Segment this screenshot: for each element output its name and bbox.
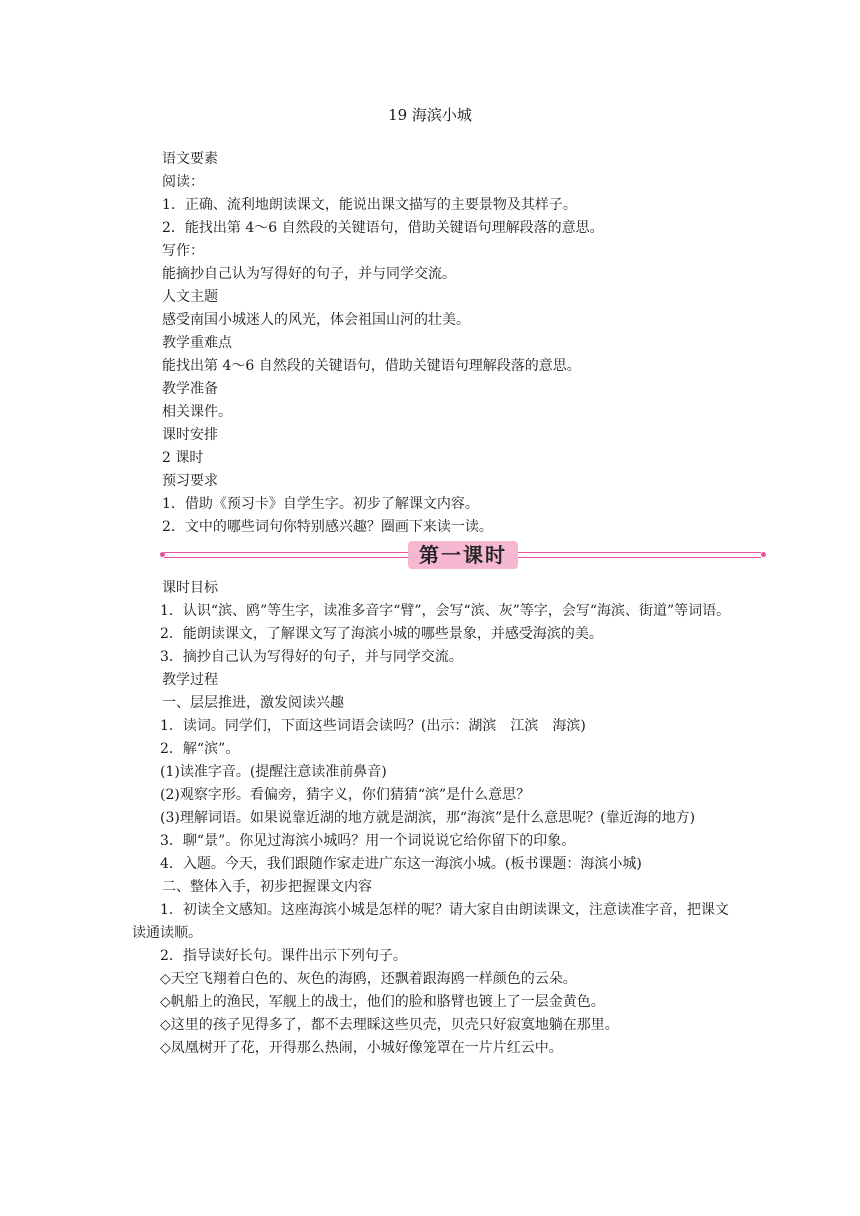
step-item: 2．解“滨”。 bbox=[160, 741, 240, 757]
divider-line bbox=[518, 552, 761, 553]
step-item: 1．初读全文感知。这座海滨小城是怎样的呢？请大家自由朗读课文，注意读准字音，把课文读通读顺。 bbox=[132, 902, 729, 941]
divider-line bbox=[164, 552, 408, 553]
lesson-title: 19 海滨小城 bbox=[388, 106, 472, 124]
quoted-sentence: ◇这里的孩子见得多了，都不去理睬这些贝壳，贝壳只好寂寞地躺在那里。 bbox=[160, 1017, 619, 1033]
overview-line: 1．借助《预习卡》自学生字。初步了解课文内容。 bbox=[162, 496, 479, 512]
section-heading: 课时目标 bbox=[162, 580, 218, 596]
first-lesson-body bbox=[132, 577, 732, 1060]
overview-line: 能找出第 4～6 自然段的关键语句，借助关键语句理解段落的意思。 bbox=[162, 358, 581, 374]
overview-line: 阅读： bbox=[162, 174, 204, 190]
overview-line: 2．文中的哪些词句你特别感兴趣？圈画下来读一读。 bbox=[162, 519, 493, 535]
divider-line bbox=[164, 557, 408, 558]
divider-dot-right bbox=[761, 552, 766, 557]
overview-line: 相关课件。 bbox=[162, 404, 232, 420]
step-heading: 一、层层推进，激发阅读兴趣 bbox=[162, 695, 344, 711]
section-heading: 教学过程 bbox=[162, 672, 218, 688]
step-item: 4．入题。今天，我们跟随作家走进广东这一海滨小城。(板书课题：海滨小城) bbox=[160, 856, 642, 872]
quoted-sentence: ◇帆船上的渔民，军舰上的战士，他们的脸和胳臂也镀上了一层金黄色。 bbox=[160, 994, 605, 1010]
overview-line: 2．能找出第 4～6 自然段的关键语句，借助关键语句理解段落的意思。 bbox=[162, 220, 604, 236]
section-badge: 第一课时 bbox=[408, 541, 518, 569]
step-item: 2．指导读好长句。课件出示下列句子。 bbox=[160, 948, 407, 964]
overview-line: 教学准备 bbox=[162, 381, 218, 397]
overview-line: 课时安排 bbox=[162, 427, 218, 443]
goal-item: 2．能朗读课文，了解课文写了海滨小城的哪些景象，并感受海滨的美。 bbox=[160, 626, 603, 642]
overview-line: 1．正确、流利地朗读课文，能说出课文描写的主要景物及其样子。 bbox=[162, 197, 577, 213]
goal-item: 3．摘抄自己认为写得好的句子，并与同学交流。 bbox=[160, 649, 463, 665]
step-heading: 二、整体入手，初步把握课文内容 bbox=[162, 879, 372, 895]
goal-item: 1．认识“滨、鸥”等生字，读准多音字“臂”，会写“滨、灰”等字，会写“海滨、街道”等词语。 bbox=[160, 603, 731, 619]
step-subitem: (1)读准字音。(提醒注意读准前鼻音) bbox=[160, 764, 387, 780]
overview-line: 2 课时 bbox=[162, 450, 204, 466]
section-divider bbox=[160, 541, 766, 569]
overview-line: 感受南国小城迷人的风光，体会祖国山河的壮美。 bbox=[162, 312, 470, 328]
step-item: 1．读词。同学们，下面这些词语会读吗？(出示：湖滨 江滨 海滨) bbox=[160, 718, 586, 734]
step-subitem: (2)观察字形。看偏旁，猜字义，你们猜猜“滨”是什么意思？ bbox=[160, 787, 531, 803]
overview-line: 教学重难点 bbox=[162, 335, 232, 351]
step-subitem: (3)理解词语。如果说靠近湖的地方就是湖滨，那“海滨”是什么意思呢？(靠近海的地方) bbox=[160, 810, 696, 826]
divider-line bbox=[518, 557, 761, 558]
step-item: 3．聊“景”。你见过海滨小城吗？用一个词说说它给你留下的印象。 bbox=[160, 833, 576, 849]
quoted-sentence: ◇凤凰树开了花，开得那么热闹，小城好像笼罩在一片片红云中。 bbox=[160, 1040, 563, 1056]
overview-line: 预习要求 bbox=[162, 473, 218, 489]
overview-line: 语文要素 bbox=[162, 151, 218, 167]
quoted-sentence: ◇天空飞翔着白色的、灰色的海鸥，还飘着跟海鸥一样颜色的云朵。 bbox=[160, 971, 577, 987]
lesson-overview bbox=[162, 148, 732, 539]
overview-line: 写作： bbox=[162, 243, 204, 259]
overview-line: 能摘抄自己认为写得好的句子，并与同学交流。 bbox=[162, 266, 456, 282]
overview-line: 人文主题 bbox=[162, 289, 218, 305]
